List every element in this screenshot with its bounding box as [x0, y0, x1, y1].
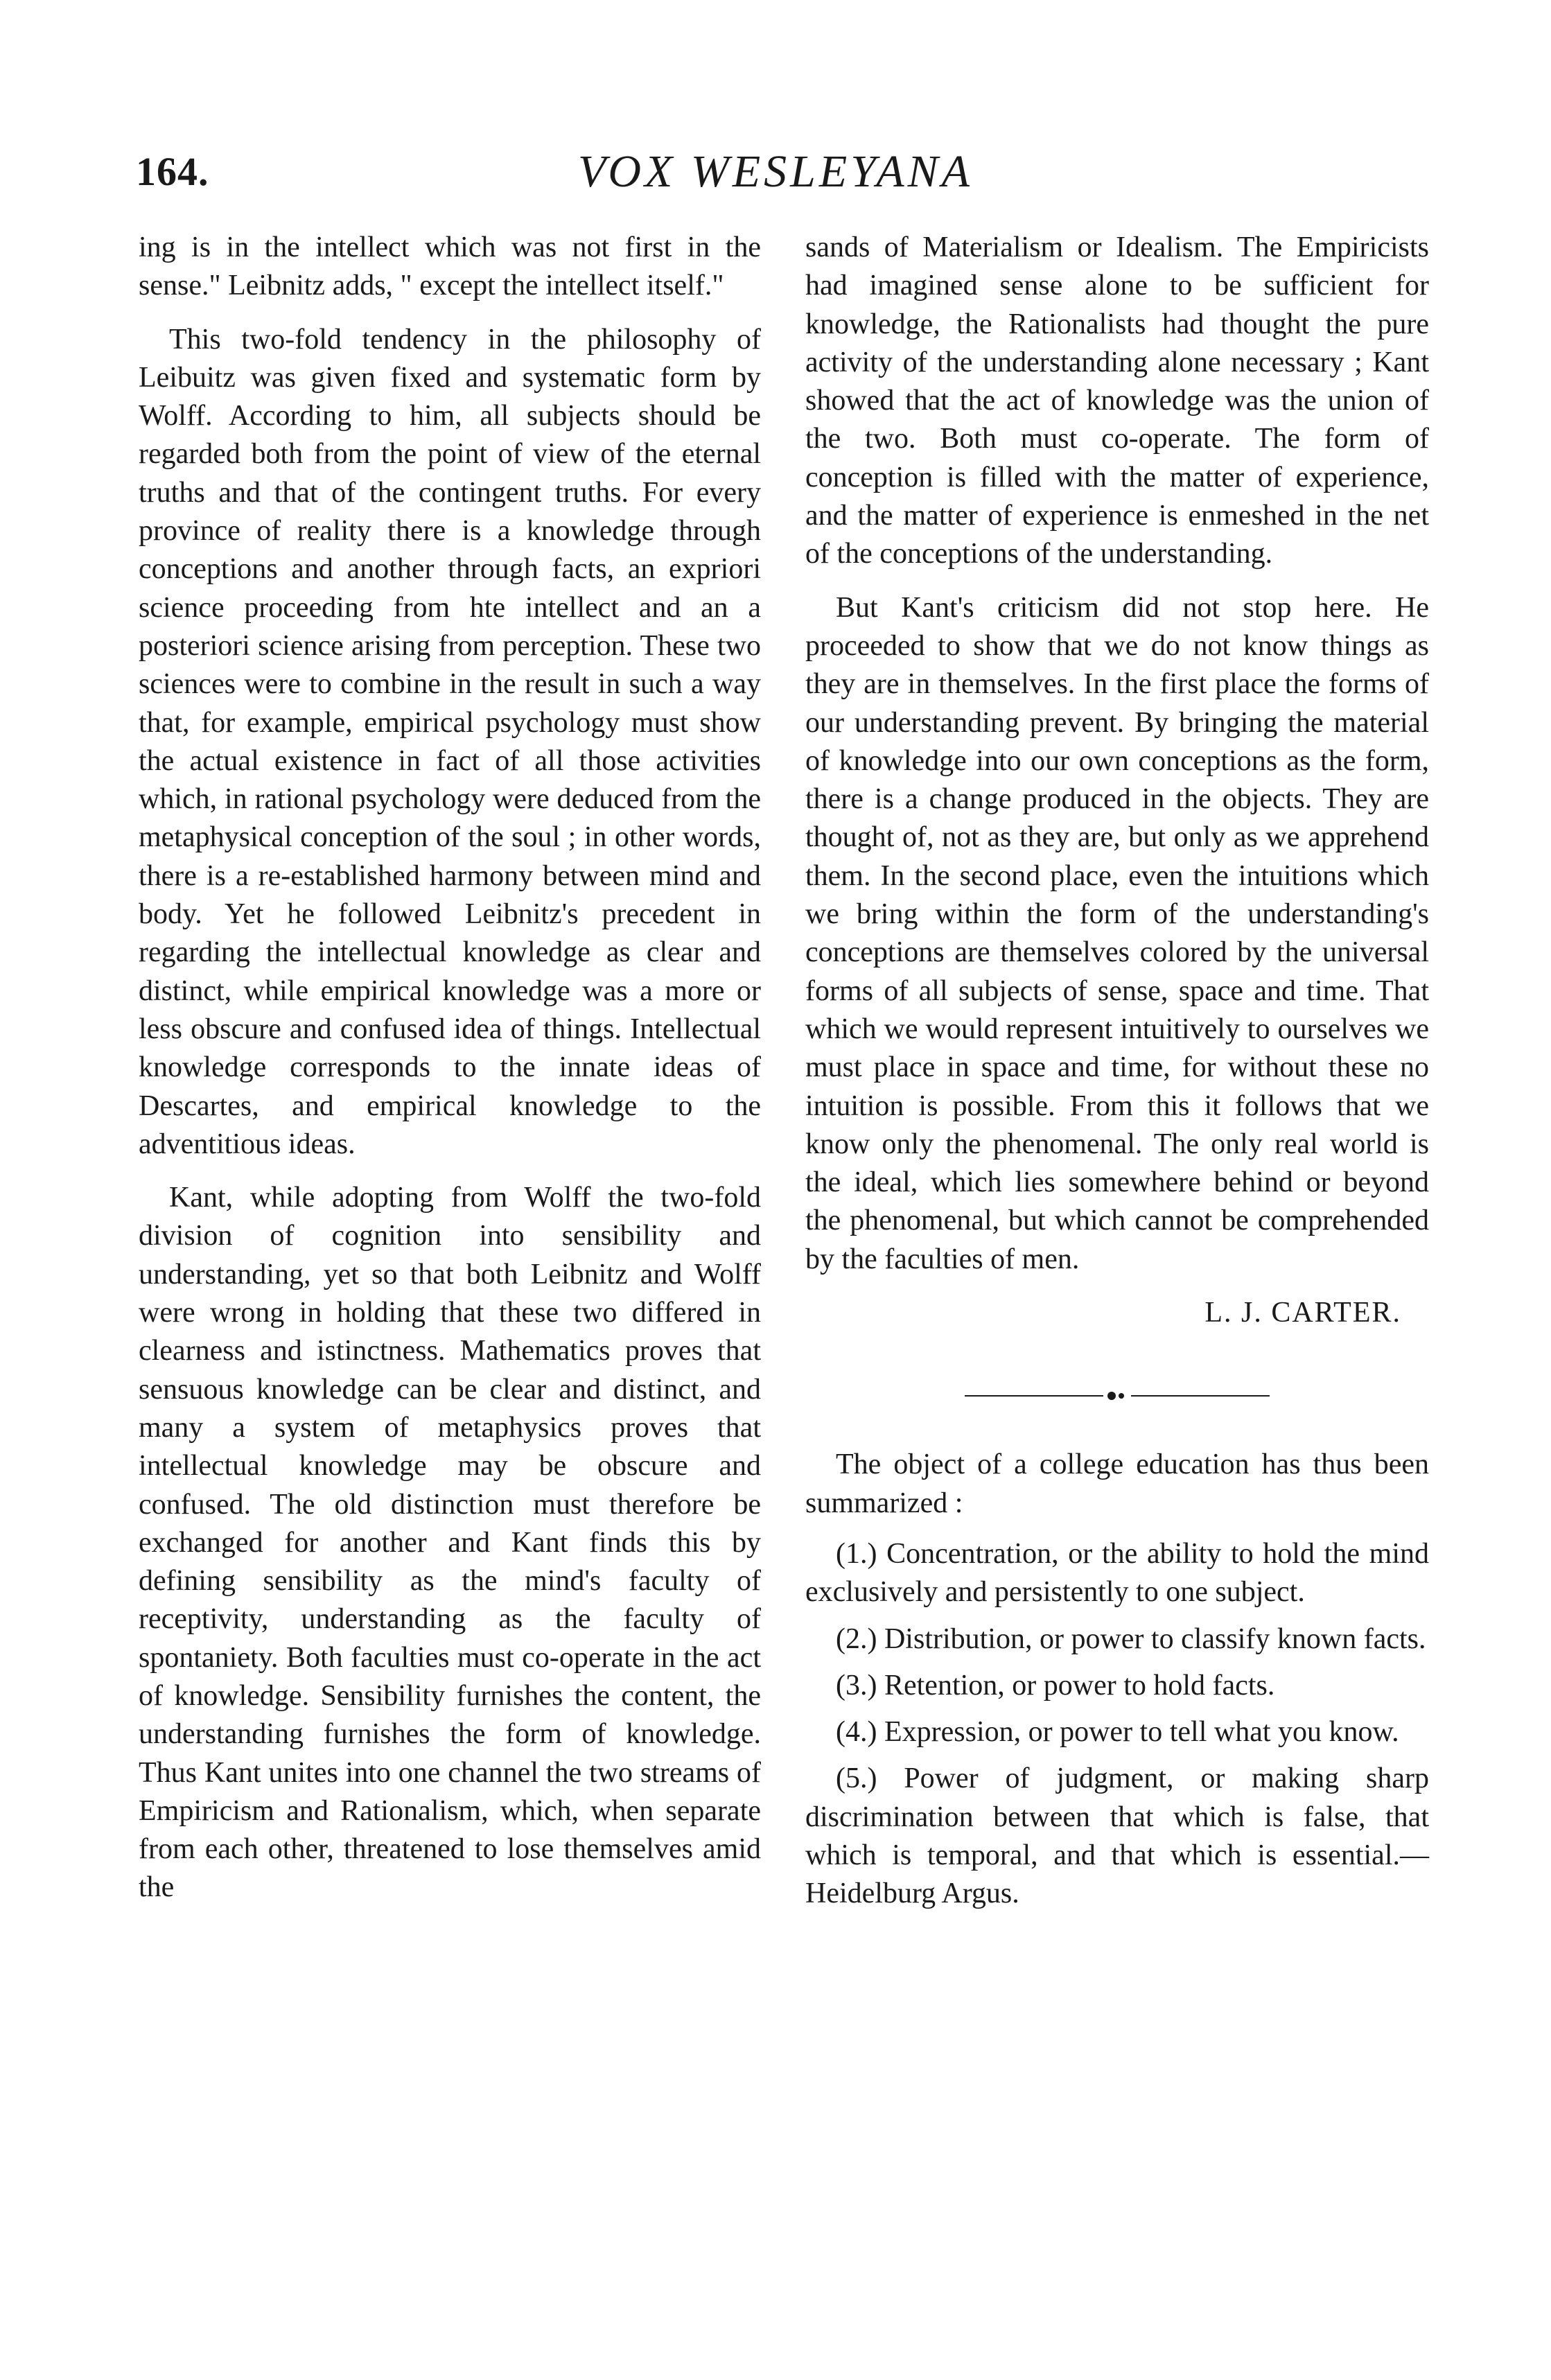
list-item: (2.) Distribution, or power to classify known facts.: [836, 1622, 1426, 1655]
author-signature: L. J. CARTER.: [1204, 1297, 1401, 1329]
paragraph: This two-fold tendency in the philosophy of Leibuitz was given fixed and systematic form by Wolff. According to him, all subjects should be regarded both from the point of view of the eternal truths and that of the contingent truths. For every province of reality there is a knowledge through conceptions and another through facts, an expriori science proceeding from hte intellect and an a posteriori science arising from perception. These two sciences were to combine in the result in such a way that, for example, empirical psychology must show the actual existence in fact of all those activities which, in rational psychology were deduced from the metaphysical conception of the soul ; in other words, there is a re-established harmony between mind and body. Yet he followed Leibnitz's precedent in regarding the intellectual knowledge as clear and distinct, while empirical knowledge was a more or less obscure and confused idea of things. Intellectual knowledge corresponds to the innate ideas of Descartes, and empirical knowledge to the adventitious ideas.: [139, 323, 761, 1160]
right-column: [805, 229, 1429, 1922]
paragraph: But Kant's criticism did not stop here. He proceeded to show that we do not know things as they are in themselves. In the first place the forms of our understanding prevent. By bringing the material of knowledge into our own conceptions as the form, there is a change produced in the objects. They are thought of, not as they are, but only as we apprehend them. In the second place, even the intuitions which we bring within the form of the understanding's conceptions are themselves colored by the universal forms of all subjects of sense, space and time. That which we would represent intuitively to ourselves we must place in space and time, for without these no intuition is possible. From this it follows that we know only the phenomenal. The only real world is the ideal, which lies somewhere behind or beyond the phenomenal, but which cannot be comprehended by the faculties of men.: [805, 591, 1429, 1275]
section-divider: [965, 1388, 1270, 1404]
list-item: (1.) Concentration, or the ability to hold the mind exclusively and persistently to one subject.: [805, 1537, 1429, 1609]
paragraph: sands of Materialism or Idealism. The Empiricists had imagined sense alone to be sufficient for knowledge, the Rationalists had thought the pure activity of the understanding alone necessary ; Kant showed that the act of knowledge was the union of the two. Both must co-operate. The form of conception is filled with the matter of experience, and the matter of experience is enmeshed in the net of the conceptions of the understanding.: [805, 231, 1429, 570]
paragraph: ing is in the intellect which was not first in the sense." Leibnitz adds, " except the intellect itself.": [139, 231, 761, 302]
list-item: (3.) Retention, or power to hold facts.: [836, 1669, 1275, 1701]
note-intro: The object of a college education has thus been summarized :: [805, 1449, 1429, 1519]
left-column: [139, 229, 761, 1923]
paragraph: Kant, while adopting from Wolff the two-fold division of cognition into sensibility and understanding, yet so that both Leibnitz and Wolff were wrong in holding that these two differed in clearness and istinctness. Mathematics proves that sensuous knowledge can be clear and distinct, and many a system of metaphysics proves that intellectual knowledge may be obscure and confused. The old distinction must therefore be exchanged for another and Kant finds this by defining sensibility as the mind's faculty of receptivity, understanding as the faculty of spontaniety. Both faculties must co-operate in the act of knowledge. Sensibility furnishes the content, the understanding furnishes the form of knowledge. Thus Kant unites into one channel the two streams of Empiricism and Rationalism, which, when separate from each other, threatened to lose themselves amid the: [139, 1182, 761, 1904]
running-title: VOX WESLEYANA: [578, 146, 973, 197]
page-number: 164.: [136, 149, 209, 194]
list-item: (4.) Expression, or power to tell what you know.: [836, 1716, 1399, 1749]
list-item: (5.) Power of judgment, or making sharp discrimination between that which is false, that which is temporal, and that which is essential.—Heidelburg Argus.: [805, 1762, 1429, 1910]
